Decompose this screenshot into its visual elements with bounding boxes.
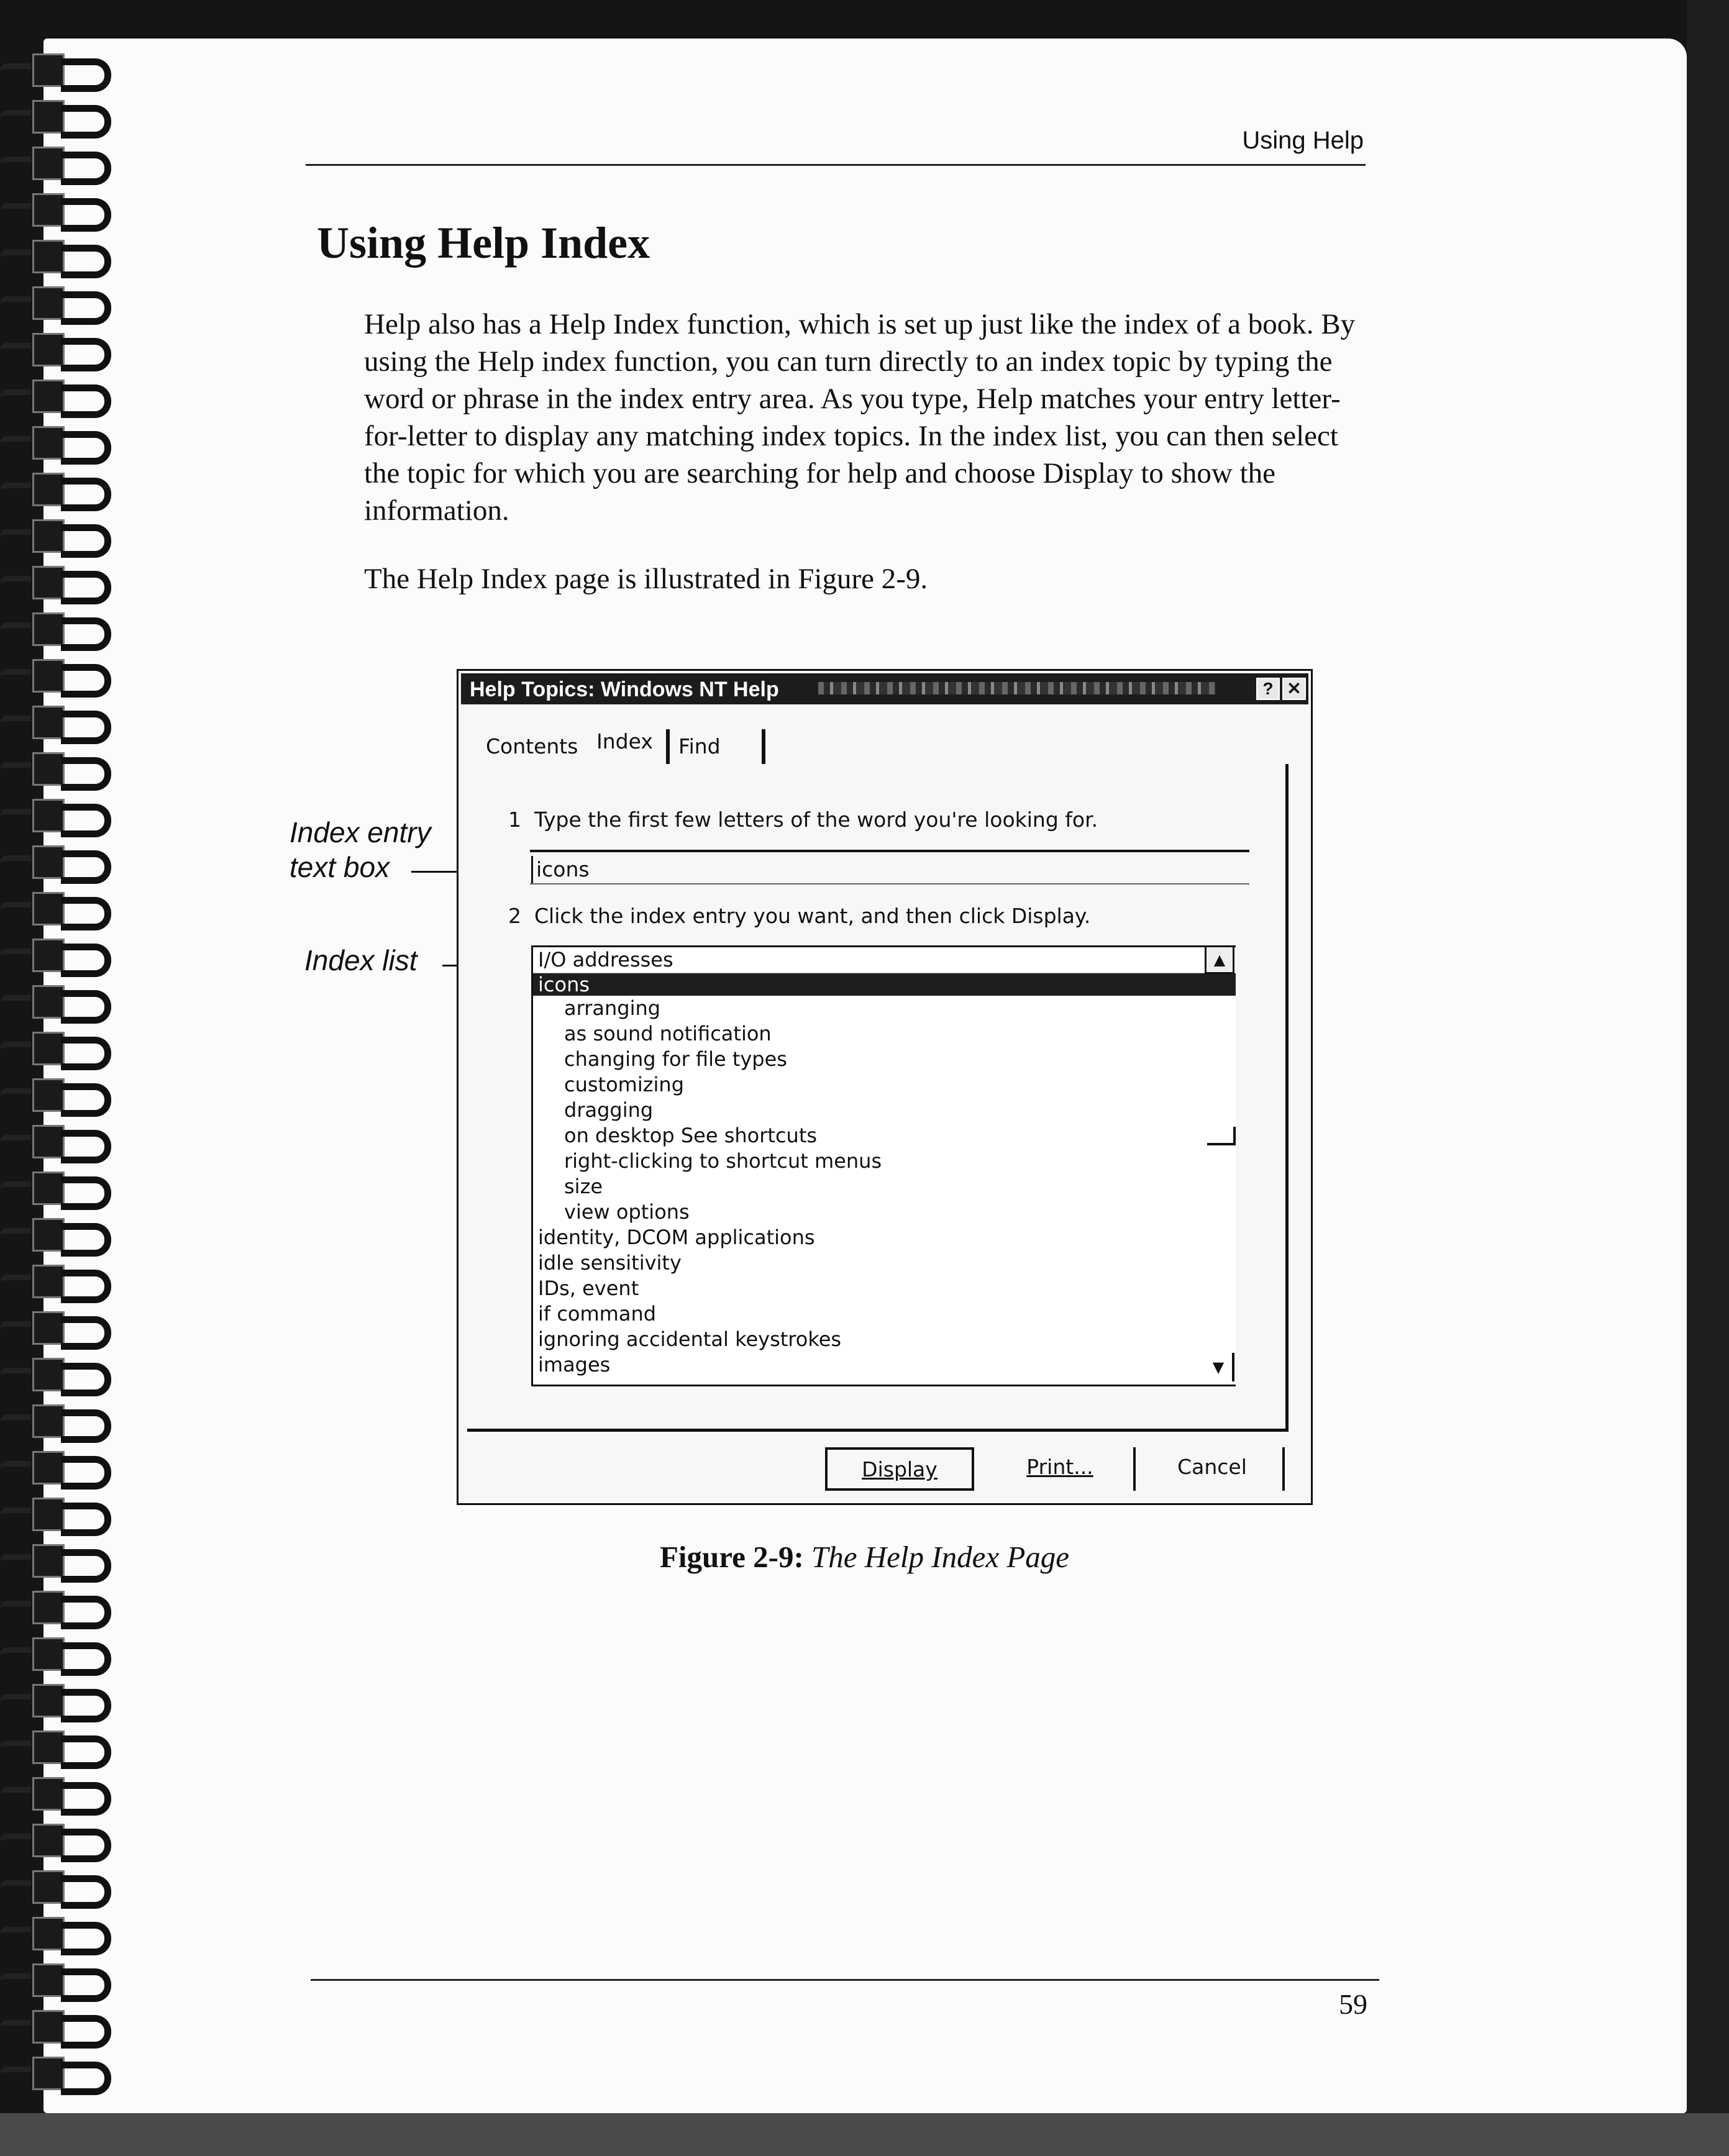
- binding-wire: [0, 110, 31, 125]
- binding-coil: [0, 748, 118, 786]
- binding-hole: [32, 519, 65, 553]
- binding-wire: [0, 1275, 31, 1290]
- help-topics-dialog: [457, 669, 1313, 1505]
- binding-wire: [61, 2015, 111, 2049]
- page-title: Using Help Index: [317, 218, 650, 268]
- tab-find[interactable]: Find: [678, 734, 721, 758]
- binding-wire: [0, 436, 31, 452]
- binding-wire: [0, 716, 31, 731]
- question-icon: ?: [1262, 679, 1274, 698]
- binding-hole: [32, 1358, 65, 1391]
- step-1-text: Type the first few letters of the word you're looking for.: [534, 807, 1098, 832]
- binding-wire: [61, 1176, 111, 1210]
- binding-wire: [0, 1740, 31, 1756]
- binding-hole: [32, 1125, 65, 1158]
- dialog-title: Help Topics: Windows NT Help: [470, 678, 779, 701]
- figure-caption: [0, 1539, 1729, 1575]
- cancel-button[interactable]: [1142, 1447, 1285, 1491]
- binding-hole: [32, 706, 65, 739]
- binding-wire: [61, 1782, 111, 1816]
- binding-wire: [61, 571, 111, 604]
- binding-hole: [32, 1731, 65, 1764]
- binding-coil: [0, 795, 118, 832]
- binding-wire: [61, 245, 111, 278]
- display-button-label: Display: [862, 1457, 937, 1481]
- binding-wire: [61, 2062, 111, 2095]
- list-item[interactable]: idle sensitivity: [538, 1251, 682, 1275]
- binding-wire: [0, 483, 31, 498]
- binding-wire: [61, 1596, 111, 1629]
- binding-wire: [61, 850, 111, 884]
- binding-hole: [32, 985, 65, 1019]
- binding-wire: [0, 529, 31, 545]
- binding-hole: [32, 1171, 65, 1205]
- binding-coil: [0, 609, 118, 646]
- scan-edge-right: [1687, 0, 1729, 2156]
- binding-coil: [0, 1075, 118, 1112]
- binding-wire: [61, 1316, 111, 1350]
- binding-wire: [0, 343, 31, 358]
- index-entry-input[interactable]: [530, 850, 1249, 885]
- binding-hole: [32, 752, 65, 786]
- binding-wire: [0, 1508, 31, 1523]
- binding-hole: [32, 286, 65, 320]
- scan-edge-bottom: [0, 2113, 1729, 2156]
- list-item[interactable]: if command: [538, 1302, 657, 1326]
- binding-coil: [0, 376, 118, 413]
- binding-wire: [0, 762, 31, 778]
- binding-coil: [0, 96, 118, 134]
- display-button[interactable]: [825, 1447, 974, 1491]
- binding-hole: [32, 1311, 65, 1345]
- binding-wire: [61, 291, 111, 325]
- list-item[interactable]: customizing: [564, 1073, 685, 1096]
- dialog-titlebar: [461, 673, 1308, 704]
- body-paragraph-1: Help also has a Help Index function, which is set up just like the index of a book. By using the Help index function, you can turn directly to an index topic by typing the word or phrase in the index entry area. As you type, Help matches your entry letter-for-letter to display any matching index topics. In the index list, you can then select the topic for which you are searching for help and choose Display to show the information.: [364, 308, 1356, 527]
- binding-coil: [0, 422, 118, 460]
- binding-coil: [0, 1028, 118, 1065]
- binding-hole: [32, 1824, 65, 1857]
- binding-wire: [0, 1927, 31, 1942]
- text-caret: [531, 856, 533, 883]
- step-2-number: 2: [508, 904, 521, 928]
- binding-hole: [32, 1265, 65, 1298]
- tab-index[interactable]: Index: [596, 729, 653, 753]
- binding-wire: [61, 152, 111, 185]
- binding-wire: [61, 1083, 111, 1117]
- step-2-text: Click the index entry you want, and then click Display.: [534, 904, 1091, 928]
- list-item[interactable]: images: [538, 1353, 611, 1376]
- binding-hole: [32, 1591, 65, 1624]
- print-button[interactable]: [987, 1447, 1136, 1491]
- binding-coil: [0, 981, 118, 1019]
- list-item[interactable]: arranging: [564, 996, 661, 1020]
- binding-wire: [0, 809, 31, 824]
- body-paragraph-2: The Help Index page is illustrated in Figure 2-9.: [364, 563, 928, 595]
- scrollbar-thumb[interactable]: [1207, 1127, 1236, 1145]
- binding-hole: [32, 659, 65, 693]
- binding-wire: [61, 198, 111, 232]
- binding-wire: [61, 1363, 111, 1396]
- binding-wire: [61, 1689, 111, 1722]
- binding-coil: [0, 1913, 118, 1950]
- binding-coil: [0, 516, 118, 553]
- binding-hole: [32, 1404, 65, 1438]
- list-item[interactable]: I/O addresses: [533, 947, 1236, 973]
- binding-wire: [61, 1922, 111, 1955]
- header-rule: [306, 164, 1366, 166]
- tab-divider: [666, 729, 670, 764]
- figure-title: The Help Index Page: [811, 1540, 1070, 1574]
- binding-coil: [0, 236, 118, 273]
- binding-wire: [0, 1181, 31, 1197]
- binding-wire: [0, 63, 31, 79]
- binding-wire: [0, 2020, 31, 2035]
- binding-hole: [32, 240, 65, 273]
- binding-wire: [61, 338, 111, 371]
- binding-hole: [32, 1684, 65, 1717]
- binding-coil: [0, 935, 118, 972]
- list-item[interactable]: size: [564, 1175, 603, 1198]
- binding-wire: [61, 431, 111, 465]
- binding-wire: [0, 250, 31, 265]
- binding-wire: [61, 1409, 111, 1443]
- binding-coil: [0, 143, 118, 180]
- binding-coil: [0, 1354, 118, 1391]
- binding-coil: [0, 1168, 118, 1205]
- binding-wire: [61, 1270, 111, 1303]
- binding-coil: [0, 2053, 118, 2090]
- binding-wire: [61, 944, 111, 977]
- binding-hole: [32, 939, 65, 972]
- binding-wire: [61, 617, 111, 651]
- close-button[interactable]: [1282, 678, 1306, 700]
- binding-wire: [0, 203, 31, 219]
- list-item[interactable]: changing for file types: [564, 1047, 787, 1071]
- footer-rule: [311, 1979, 1379, 1981]
- binding-wire: [0, 1228, 31, 1244]
- binding-coil: [0, 655, 118, 693]
- list-item[interactable]: IDs, event: [538, 1276, 639, 1300]
- page-number: 59: [1339, 1988, 1367, 2020]
- binding-hole: [32, 2010, 65, 2044]
- list-item[interactable]: identity, DCOM applications: [538, 1226, 815, 1249]
- tab-divider: [762, 729, 765, 764]
- binding-wire: [0, 1601, 31, 1616]
- binding-coil: [0, 1447, 118, 1485]
- binding-hole: [32, 1032, 65, 1065]
- binding-coil: [0, 329, 118, 366]
- callout-index-entry-line1: Index entry: [290, 816, 431, 848]
- spiral-binding: [0, 50, 118, 2099]
- binding-wire: [61, 1968, 111, 2002]
- binding-wire: [61, 1456, 111, 1490]
- binding-coil: [0, 1867, 118, 1904]
- binding-wire: [0, 1973, 31, 1989]
- binding-wire: [61, 1037, 111, 1070]
- binding-coil: [0, 842, 118, 879]
- binding-hole: [32, 53, 65, 87]
- arrow-up-icon: ▲: [1213, 951, 1226, 968]
- binding-hole: [32, 426, 65, 460]
- binding-wire: [61, 58, 111, 92]
- index-list[interactable]: [531, 945, 1236, 1386]
- binding-hole: [32, 1218, 65, 1252]
- figure-label: Figure 2-9:: [659, 1540, 804, 1574]
- binding-wire: [0, 296, 31, 312]
- binding-wire: [0, 669, 31, 685]
- binding-coil: [0, 469, 118, 506]
- binding-wire: [0, 948, 31, 964]
- binding-wire: [61, 1642, 111, 1676]
- panel-border-bottom: [467, 1429, 1289, 1432]
- binding-wire: [0, 157, 31, 172]
- binding-hole: [32, 1498, 65, 1531]
- list-item[interactable]: right-clicking to shortcut menus: [564, 1149, 882, 1173]
- binding-wire: [0, 622, 31, 638]
- binding-wire: [61, 105, 111, 139]
- binding-wire: [0, 2067, 31, 2082]
- binding-hole: [32, 333, 65, 366]
- list-item[interactable]: dragging: [564, 1098, 654, 1122]
- binding-wire: [61, 478, 111, 511]
- binding-coil: [0, 1587, 118, 1624]
- binding-coil: [0, 1680, 118, 1717]
- binding-hole: [32, 612, 65, 646]
- binding-coil: [0, 1820, 118, 1857]
- binding-wire: [0, 1135, 31, 1150]
- list-item-selected[interactable]: icons: [533, 973, 1236, 996]
- binding-wire: [61, 524, 111, 558]
- binding-coil: [0, 1401, 118, 1438]
- binding-hole: [32, 1963, 65, 1997]
- binding-wire: [0, 1321, 31, 1337]
- binding-wire: [61, 757, 111, 791]
- step-2-instruction: [508, 904, 1090, 928]
- callout-index-entry: [290, 815, 431, 885]
- binding-hole: [32, 193, 65, 227]
- binding-wire: [0, 1834, 31, 1849]
- cancel-button-label: Cancel: [1177, 1455, 1247, 1479]
- binding-wire: [0, 389, 31, 405]
- binding-wire: [61, 664, 111, 698]
- tab-contents[interactable]: Contents: [486, 734, 578, 758]
- binding-wire: [61, 711, 111, 744]
- binding-coil: [0, 1960, 118, 1997]
- callout-index-entry-line2: text box: [290, 851, 390, 883]
- binding-wire: [0, 995, 31, 1011]
- binding-hole: [32, 380, 65, 413]
- binding-wire: [0, 902, 31, 917]
- binding-coil: [0, 1494, 118, 1531]
- binding-coil: [0, 1261, 118, 1298]
- binding-wire: [0, 1368, 31, 1383]
- binding-wire: [61, 384, 111, 418]
- binding-hole: [32, 799, 65, 832]
- binding-hole: [32, 2057, 65, 2090]
- callout-index-list: Index list: [304, 944, 417, 976]
- arrow-down-icon: ▼: [1212, 1358, 1225, 1376]
- binding-hole: [32, 566, 65, 599]
- binding-wire: [61, 897, 111, 930]
- binding-hole: [32, 473, 65, 506]
- binding-hole: [32, 1917, 65, 1950]
- binding-hole: [32, 1637, 65, 1671]
- binding-hole: [32, 147, 65, 180]
- binding-wire: [61, 990, 111, 1024]
- binding-coil: [0, 702, 118, 739]
- binding-hole: [32, 845, 65, 879]
- binding-hole: [32, 1078, 65, 1112]
- list-item[interactable]: on desktop See shortcuts: [564, 1124, 818, 1147]
- binding-hole: [32, 100, 65, 134]
- scroll-down-button[interactable]: [1205, 1353, 1234, 1381]
- binding-coil: [0, 1308, 118, 1345]
- binding-coil: [0, 1634, 118, 1671]
- binding-wire: [61, 1829, 111, 1862]
- binding-wire: [0, 1042, 31, 1057]
- binding-wire: [0, 855, 31, 871]
- binding-wire: [0, 1461, 31, 1476]
- binding-wire: [0, 1414, 31, 1430]
- binding-coil: [0, 562, 118, 599]
- binding-coil: [0, 1727, 118, 1764]
- binding-wire: [61, 1735, 111, 1769]
- binding-coil: [0, 283, 118, 320]
- binding-wire: [0, 1787, 31, 1803]
- binding-wire: [0, 1694, 31, 1709]
- binding-coil: [0, 888, 118, 926]
- binding-coil: [0, 1773, 118, 1811]
- binding-hole: [32, 1451, 65, 1485]
- print-button-label: Print...: [1026, 1455, 1093, 1479]
- list-item[interactable]: view options: [564, 1200, 690, 1224]
- binding-wire: [0, 576, 31, 591]
- binding-hole: [32, 1870, 65, 1904]
- binding-wire: [0, 1088, 31, 1104]
- binding-coil: [0, 189, 118, 227]
- titlebar-gradient: [818, 682, 1216, 694]
- binding-wire: [0, 1647, 31, 1663]
- binding-wire: [61, 804, 111, 837]
- binding-coil: [0, 50, 118, 87]
- binding-coil: [0, 1214, 118, 1252]
- binding-coil: [0, 2006, 118, 2044]
- list-item[interactable]: as sound notification: [564, 1022, 772, 1045]
- binding-wire: [0, 1880, 31, 1896]
- help-button[interactable]: [1256, 678, 1280, 700]
- index-entry-value: icons: [536, 857, 590, 881]
- binding-coil: [0, 1121, 118, 1158]
- running-head: Using Help: [1242, 127, 1364, 154]
- close-icon: ✕: [1287, 679, 1302, 698]
- binding-wire: [61, 1223, 111, 1257]
- binding-wire: [61, 1130, 111, 1163]
- step-1-instruction: [508, 807, 1098, 832]
- step-1-number: 1: [508, 807, 521, 832]
- scroll-up-button[interactable]: [1205, 945, 1234, 974]
- list-item[interactable]: ignoring accidental keystrokes: [538, 1327, 842, 1351]
- binding-hole: [32, 892, 65, 926]
- binding-wire: [61, 1503, 111, 1536]
- panel-border-right: [1285, 764, 1289, 1429]
- binding-hole: [32, 1777, 65, 1811]
- binding-wire: [61, 1875, 111, 1909]
